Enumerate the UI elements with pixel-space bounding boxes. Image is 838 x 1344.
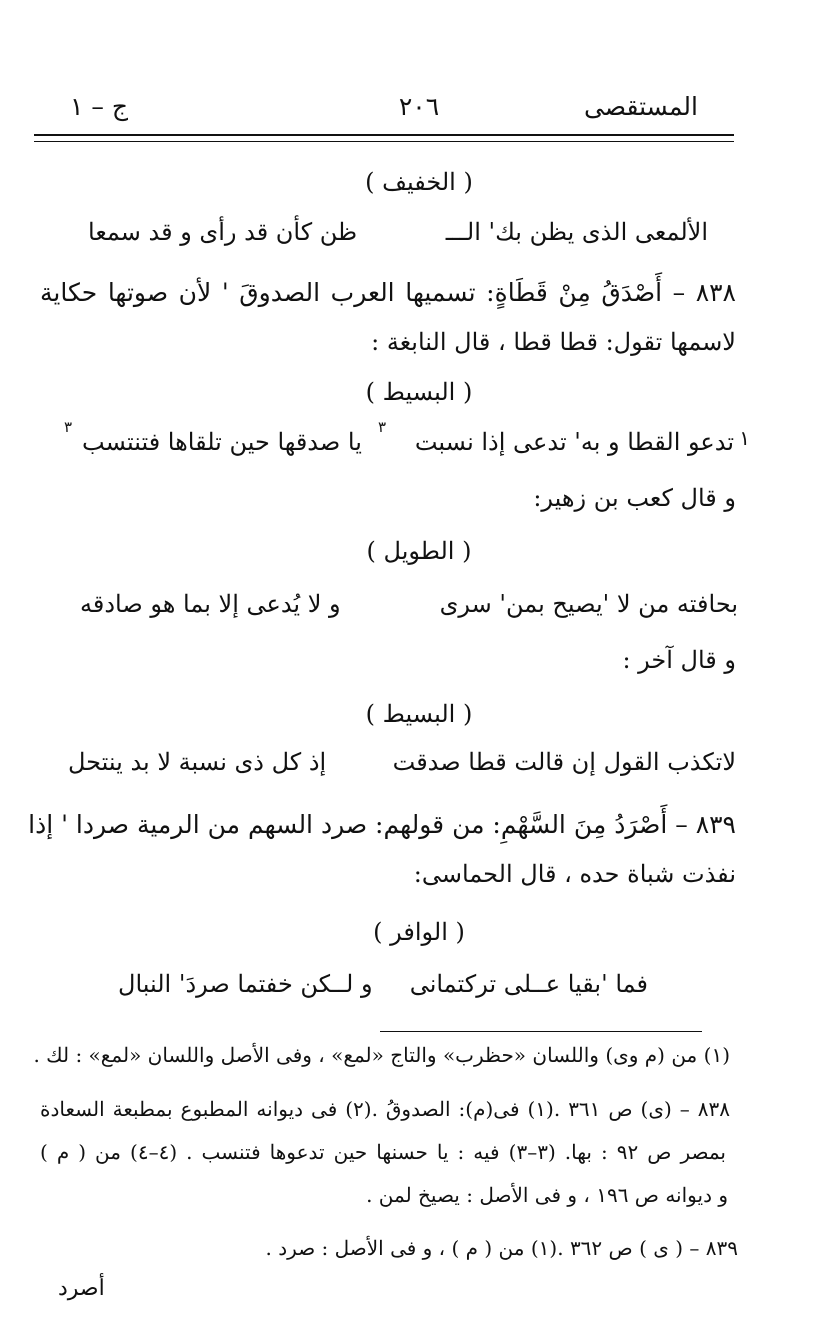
meter-heading-khafif: ( الخفيف ) — [365, 168, 473, 196]
meter-heading-basit-1: ( البسيط ) — [365, 378, 473, 406]
footnote-839: ٨٣٩ – ( ى ) ص ٣٦٢ .(١) من ( م ) ، و فى الأصل : صرد . — [265, 1236, 738, 1260]
verse-5-second-hemistich: و لــكن خفتما صردَ' النبال — [118, 970, 373, 998]
verse-2-marker-end: ٣ — [64, 418, 73, 436]
quote-another-poet: و قال آخر : — [622, 646, 736, 674]
entry-838-line-2: لاسمها تقول: قطا قطا ، قال النابغة : — [371, 328, 736, 356]
entry-839-line-2: نفذت شباة حده ، قال الحماسى: — [413, 860, 736, 888]
verse-3-second-hemistich: و لا يُدعى إلا بما هو صادقه — [80, 590, 341, 618]
footnote-838-line-1: ٨٣٨ – (ى) ص ٣٦١ .(١) فى(م): الصدوقُ .(٢) فى ديوانه المطبوع بمطبعة السعادة — [40, 1097, 730, 1121]
meter-heading-tawil: ( الطويل ) — [366, 537, 472, 565]
header-rule-thin — [34, 141, 734, 142]
page-number: ٢٠٦ — [398, 92, 440, 121]
verse-1-first-hemistich: الألمعى الذى يظن بك' الـــ — [445, 218, 708, 246]
verse-5-first-hemistich: فما 'بقيا عــلى تركتمانى — [409, 970, 648, 998]
verse-2-first-hemistich: تدعو القطا و به' تدعى إذا نسبت — [414, 428, 734, 456]
entry-839-line-1: ٨٣٩ – أَصْرَدُ مِنَ السَّهْمِ: من قولهم: صرد السهم من الرمية صردا ' إذا — [28, 810, 736, 839]
verse-4-second-hemistich: إذ كل ذى نسبة لا بد ينتحل — [68, 748, 327, 776]
header-rule-thick — [34, 134, 734, 136]
meter-heading-wafir: ( الوافر ) — [373, 918, 465, 946]
catchword: أصرد — [58, 1276, 105, 1301]
verse-3-first-hemistich: بحافته من لا 'يصيح بمن' سرى — [439, 590, 738, 618]
verse-1-second-hemistich: ظن كأن قد رأى و قد سمعا — [88, 218, 358, 246]
verse-2-marker-mid: ٣ — [378, 418, 387, 436]
verse-2-second-hemistich: يا صدقها حين تلقاها فتنتسب — [82, 428, 362, 456]
footnote-838-line-3: و ديوانه ص ١٩٦ ، و فى الأصل : يصيخ لمن . — [366, 1183, 728, 1207]
meter-heading-basit-2: ( البسيط ) — [365, 700, 473, 728]
footnote-838-line-2: بمصر ص ٩٢ : بها. (٣–٣) فيه : يا حسنها حين تدعوها فتنسب . (٤–٤) من ( م ) — [40, 1140, 726, 1164]
verse-2-marker-start: ١ — [739, 426, 750, 450]
entry-838-line-1: ٨٣٨ – أَصْدَقُ مِنْ قَطَاةٍ: تسميها العرب الصدوقَ ' لأن صوتها حكاية — [40, 278, 736, 307]
verse-4-first-hemistich: لاتكذب القول إن قالت قطا صدقت — [392, 748, 736, 776]
running-title: المستقصى — [583, 92, 698, 121]
quote-kaab-ibn-zuhayr: و قال كعب بن زهير: — [533, 484, 736, 512]
footnote-1: (١) من (م وى) واللسان «حظرب» والتاج «لمع» ، وفى الأصل واللسان «لمع» : لك . — [33, 1043, 730, 1067]
footnote-separator — [380, 1031, 702, 1032]
volume-number: ج – ١ — [70, 92, 128, 121]
